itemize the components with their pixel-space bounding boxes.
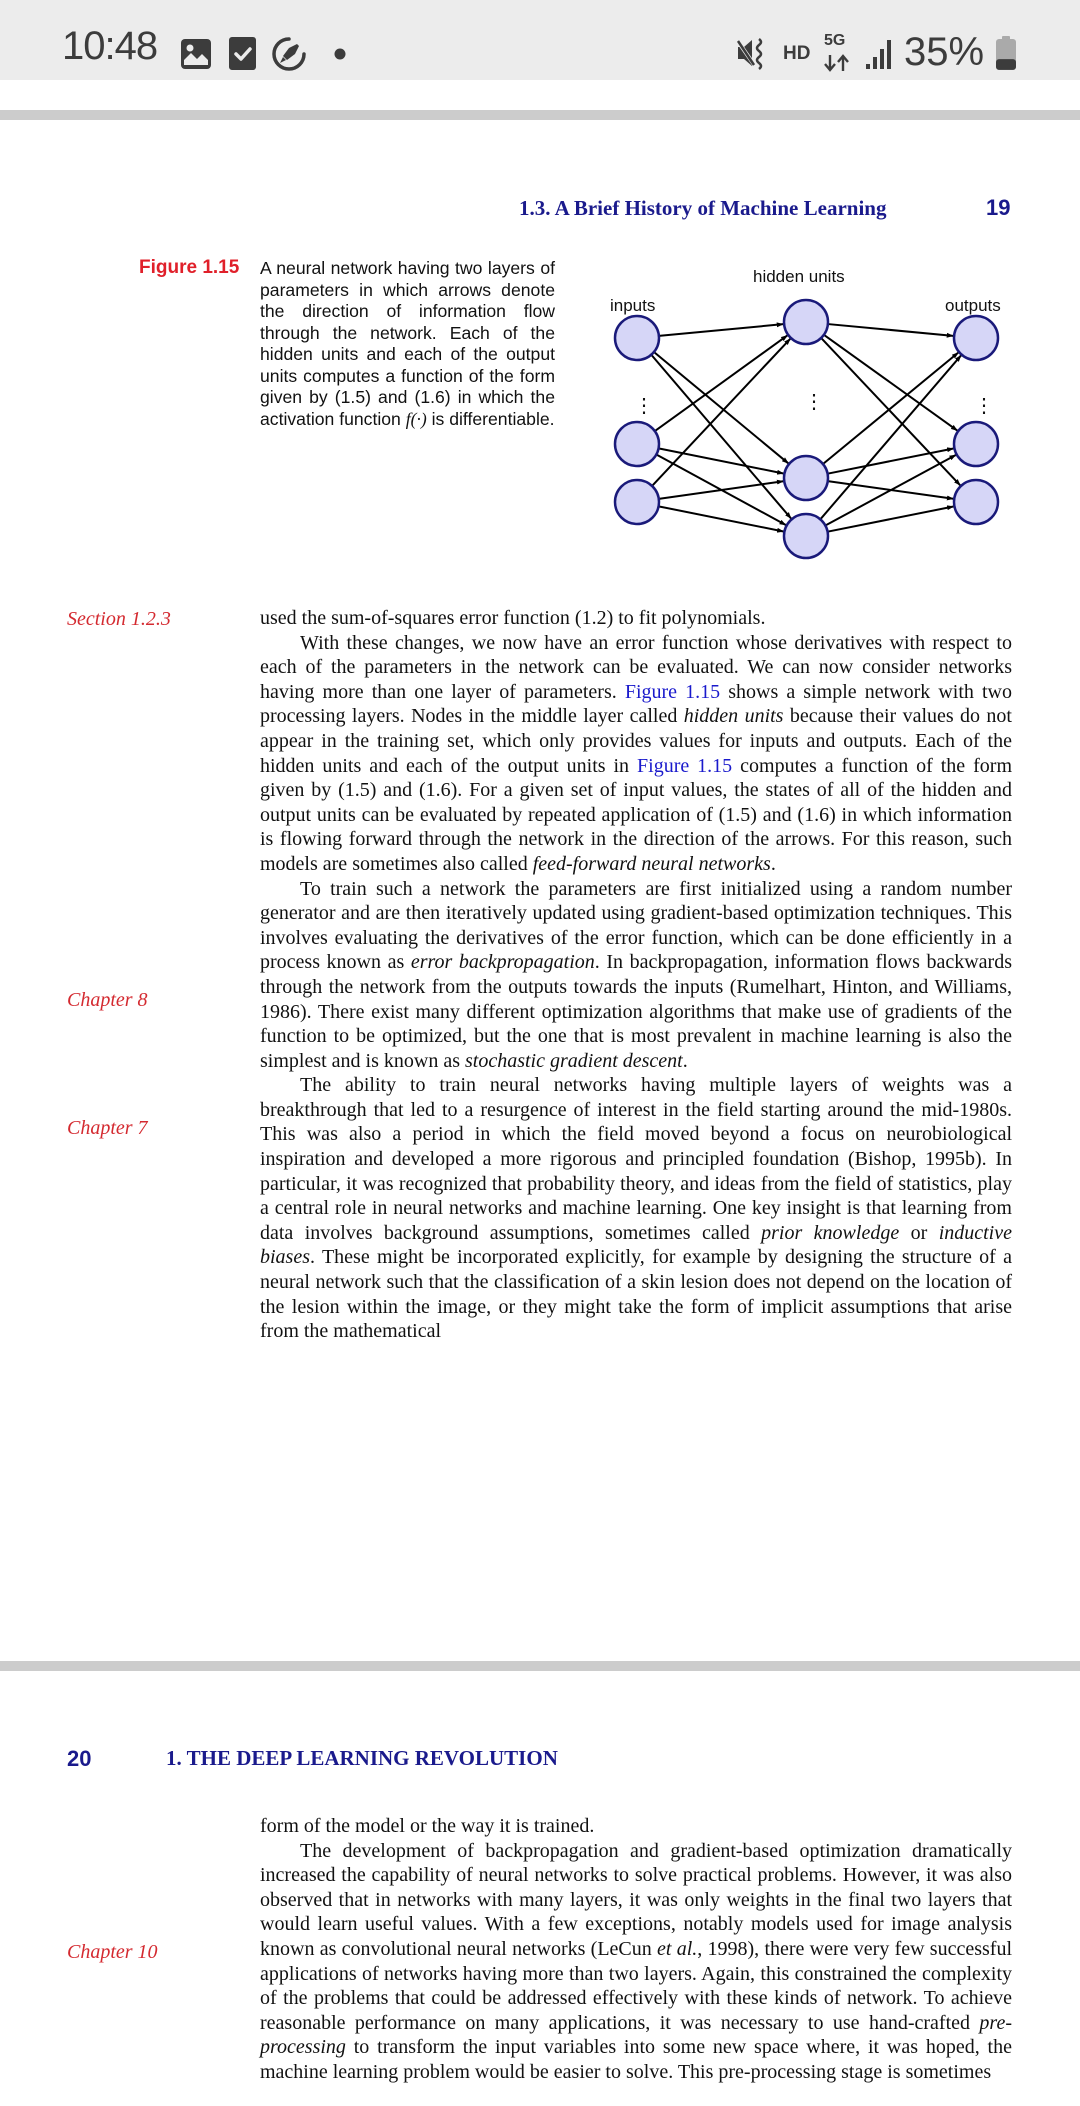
text-run: computes a function of the form given by (1.5) and (1.6). For a given set of input values, the states of all of the hidden and output units can be evaluated by repeated application of (1.5) and (1.6) in which information is flowing forward through the network in the direction of the arrows. For this reason, such models are sometimes also called — [260, 754, 1013, 875]
hidden-node — [784, 514, 828, 558]
hidden-node — [784, 456, 828, 500]
inputs-ellipsis: ⋮ — [634, 395, 654, 417]
text-run: form of the model or the way it is trained. — [260, 1815, 595, 1837]
status-bar — [0, 0, 1080, 80]
output-node — [954, 316, 998, 360]
connection-arrow — [828, 449, 954, 474]
emphasis: prior knowledge — [761, 1221, 900, 1244]
hidden-node — [784, 300, 828, 344]
hd-icon: HD — [783, 43, 811, 64]
text-run: . These might be incorporated explicitly, for example by designing the structure of a neural network such that the classification of a skin lesion does not depend on the location of the lesion within the image, or they might take the form of implicit assumptions that arise from the mathematical — [260, 1246, 1012, 1343]
text-run: The ability to train neural networks having multiple layers of weights was a breakthrough that led to a resurgence of interest in the field starting around the mid-1980s. This was also a period in which the field moved beyond a focus on neurobiological inspiration and developed a more rigorous and principled foundation (Bishop, 1995b). In particular, it was recognized that probability theory, and ideas from the field of statistics, play a central role in neural networks and machine learning. One key insight is that learning from data involves background assumptions, sometimes called — [260, 1074, 1012, 1244]
input-node — [615, 316, 659, 360]
rocket-icon — [271, 36, 307, 72]
page-number: 19 — [986, 195, 1011, 220]
text-run: The development of backpropagation and gradient-based optimization dramatically increased the capability of neural networks to solve practical problems. However, it was also observed that in networks with many layers, it was only weights in the final two layers that would learn useful values. With a few exceptions, notably models used for image analysis known as convolutional neural networks (LeCun — [260, 1839, 1012, 1960]
caption-text-end: is differentiable. — [426, 408, 555, 429]
input-node — [615, 480, 659, 524]
emphasis: et al. — [657, 1937, 698, 1960]
connection-arrow — [828, 324, 953, 336]
label-inputs: inputs — [610, 296, 656, 315]
connection-arrow — [651, 355, 791, 519]
body-text-page-19 — [260, 606, 1012, 1344]
emphasis: stochastic gradient descent — [465, 1049, 683, 1072]
signal-icon — [866, 38, 894, 70]
text-run: because their values do not appear in the training set, which only provides values for inputs and outputs. Each of the hidden units and each of the output units in — [260, 705, 1012, 777]
output-node — [954, 422, 998, 466]
connection-arrow — [659, 506, 784, 531]
text-run: . In backpropagation, information flows backwards through the network from the outputs towards the inputs (Rumelhart, Hinton, and Williams, 1986). There exist many different optimization algorithms that make use of gradients of the function to be optimized, but the one that is most prevalent in machine learning is also the simplest and is known as — [260, 951, 1012, 1072]
battery-fill — [996, 59, 1016, 70]
connection-arrow — [654, 352, 788, 463]
text-run: To train such a network the parameters are first initialized using a random number generator and are then iteratively updated using gradient-based optimization techniques. This involves evaluating the derivatives of the error function, which can be done efficiently in a process known as — [260, 877, 1012, 974]
paragraph — [260, 1839, 1012, 2085]
label-outputs: outputs — [945, 296, 1001, 315]
connection-arrow — [820, 355, 961, 519]
paragraph — [260, 877, 1012, 1074]
connection-arrow — [652, 339, 790, 486]
battery-icon — [996, 36, 1016, 70]
input-node — [615, 422, 659, 466]
running-head: 1.3. A Brief History of Machine Learning — [519, 196, 887, 220]
label-hidden-units: hidden units — [753, 267, 845, 286]
figure-caption — [260, 258, 555, 430]
connection-arrow — [828, 507, 954, 532]
text-run: or — [899, 1221, 939, 1244]
connection-arrow — [659, 481, 783, 499]
notification-dot-icon — [334, 48, 346, 60]
margin-note-chapter-8[interactable]: Chapter 8 — [67, 989, 148, 1011]
network-type-label: 5G — [824, 32, 846, 49]
connection-arrow — [823, 353, 958, 464]
top-spacer — [0, 80, 1080, 110]
emphasis: feed-forward neural networks — [532, 852, 771, 875]
figure-link[interactable]: Figure 1.15 — [624, 680, 721, 703]
outputs-ellipsis: ⋮ — [974, 395, 994, 417]
margin-note-section[interactable]: Section 1.2.3 — [67, 608, 171, 630]
checkbox-icon — [229, 37, 256, 70]
5g-data-icon — [823, 33, 851, 73]
page-divider — [0, 110, 1080, 120]
margin-note-chapter-10[interactable]: Chapter 10 — [67, 1941, 158, 1963]
paragraph — [260, 1814, 1012, 1839]
text-run: . — [682, 1049, 688, 1072]
text-run: , 1998), there were very few successful applications of networks having more than two layers. Again, this constrained the complexity of the problems that could be addressed effectively with these kinds of network. To achieve reasonable performance on many applications, it was necessary to use hand-crafted — [260, 1937, 1013, 2034]
emphasis: pre-processing — [260, 2011, 1012, 2059]
status-time: 10:48 — [62, 24, 158, 68]
text-run: shows a simple network with two processing layers. Nodes in the middle layer called — [260, 680, 1012, 728]
page-number: 20 — [67, 1746, 92, 1771]
data-arrows-icon — [823, 53, 851, 73]
text-run: With these changes, we now have an error function whose derivatives with respect to each of the parameters in the network can be evaluated. We can now consider networks having more than one layer of parameters. — [260, 631, 1012, 703]
hidden-ellipsis: ⋮ — [804, 391, 824, 413]
output-node — [954, 480, 998, 524]
figure-link[interactable]: Figure 1.15 — [637, 754, 733, 777]
paragraph — [260, 606, 1012, 631]
connection-arrow — [659, 324, 783, 336]
mute-vibrate-icon — [735, 36, 769, 70]
running-head: 1. THE DEEP LEARNING REVOLUTION — [166, 1746, 558, 1770]
margin-note-chapter-7[interactable]: Chapter 7 — [67, 1117, 148, 1139]
battery-percent: 35% — [904, 30, 985, 74]
paragraph — [260, 1073, 1012, 1344]
caption-text: A neural network having two layers of parameters in which arrows denote the direction of information flow through the network. Each of the hidden units and each of the output units computes a function of the form given by (1.5) and (1.6) in which the activation function — [260, 258, 555, 429]
connection-arrow — [659, 448, 784, 473]
emphasis: inductive biases — [260, 1221, 1012, 1269]
text-run: to transform the input variables into some new space where, it was hoped, the machine learning problem would be easier to solve. This pre-processing stage is sometimes — [260, 2036, 1012, 2083]
page-divider — [0, 1661, 1080, 1671]
body-text-page-20 — [260, 1814, 1012, 2085]
text-run: used the sum-of-squares error function (1.2) to fit polynomials. — [260, 607, 766, 629]
figure-label[interactable]: Figure 1.15 — [139, 257, 240, 278]
neural-network-diagram — [590, 250, 1020, 570]
paragraph — [260, 631, 1012, 877]
emphasis: error backpropagation — [410, 951, 595, 974]
text-run: . — [770, 852, 776, 875]
gallery-icon — [180, 38, 212, 70]
nodes — [615, 300, 998, 558]
emphasis: hidden units — [683, 705, 784, 728]
caption-math: f(·) — [405, 408, 427, 429]
